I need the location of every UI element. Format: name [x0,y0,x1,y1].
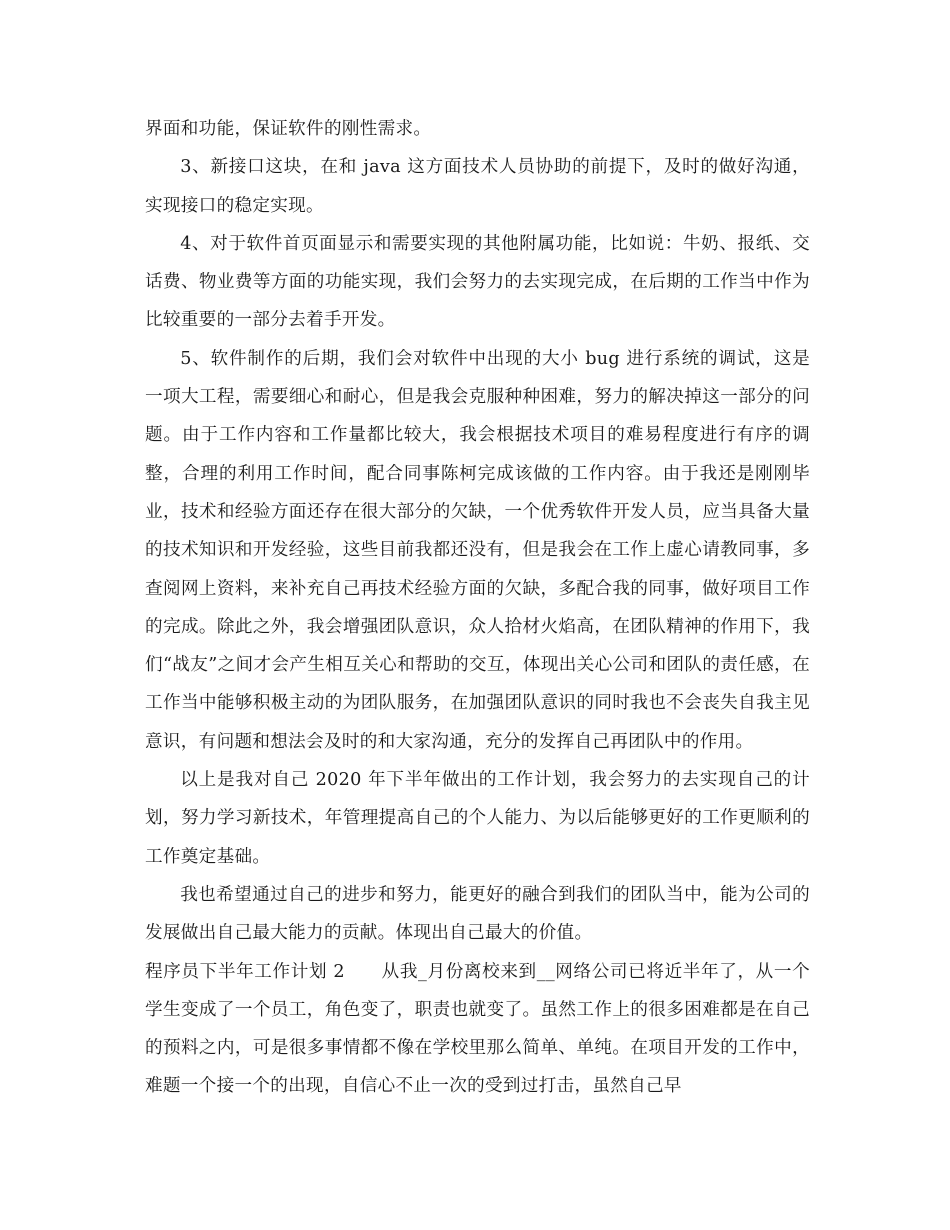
paragraph-plan-2: 程序员下半年工作计划 2 从我_月份离校来到__网络公司已将近半年了，从一个学生变成了一个员工，角色变了，职责也就变了。虽然工作上的很多困难都是在自己的预料之内，可是很多事情都不像在学校里那么简单、单纯。在项目开发的工作中，难题一个接一个的出现，自信心不止一次的受到过打击，虽然自己早 [145,961,810,1097]
paragraph-item-3: 3、新接口这块，在和 java 这方面技术人员协助的前提下，及时的做好沟通，实现接口的稳定实现。 [145,157,810,216]
paragraph-closing: 我也希望通过自己的进步和努力，能更好的融合到我们的团队当中，能为公司的发展做出自己最大能力的贡献。体现出自己最大的价值。 [145,884,810,944]
paragraph-item-4: 4、对于软件首页面显示和需要实现的其他附属功能，比如说：牛奶、报纸、交话费、物业费等方面的功能实现，我们会努力的去实现完成，在后期的工作当中作为比较重要的一部分去着手开发。 [145,233,810,331]
document-body [145,110,810,1106]
paragraph-continuation: 界面和功能，保证软件的刚性需求。 [145,119,432,139]
paragraph-item-5: 5、软件制作的后期，我们会对软件中出现的大小 bug 进行系统的调试，这是一项大工程，需要细心和耐心，但是我会克服种种困难，努力的解决掉这一部分的问题。由于工作内容和工作量都比较大，我会根据技术项目的难易程度进行有序的调整，合理的利用工作时间，配合同事陈柯完成该做的工作内容。由于我还是刚刚毕业，技术和经验方面还存在很大部分的欠缺，一个优秀软件开发人员，应当具备大量的技术知识和开发经验，这些目前我都还没有，但是我会在工作上虚心请教同事，多查阅网上资料，来补充自己再技术经验方面的欠缺，多配合我的同事，做好项目工作的完成。除此之外，我会增强团队意识，众人拾材火焰高，在团队精神的作用下，我们“战友”之间才会产生相互关心和帮助的交互，体现出关心公司和团队的责任感，在工作当中能够积极主动的为团队服务，在加强团队意识的同时我也不会丧失自我主见意识，有问题和想法会及时的和大家沟通，充分的发挥自己再团队中的作用。 [145,348,810,752]
paragraph-summary: 以上是我对自己 2020 年下半年做出的工作计划，我会努力的去实现自己的计划，努力学习新技术，年管理提高自己的个人能力、为以后能够更好的工作更顺利的工作奠定基础。 [145,770,810,867]
